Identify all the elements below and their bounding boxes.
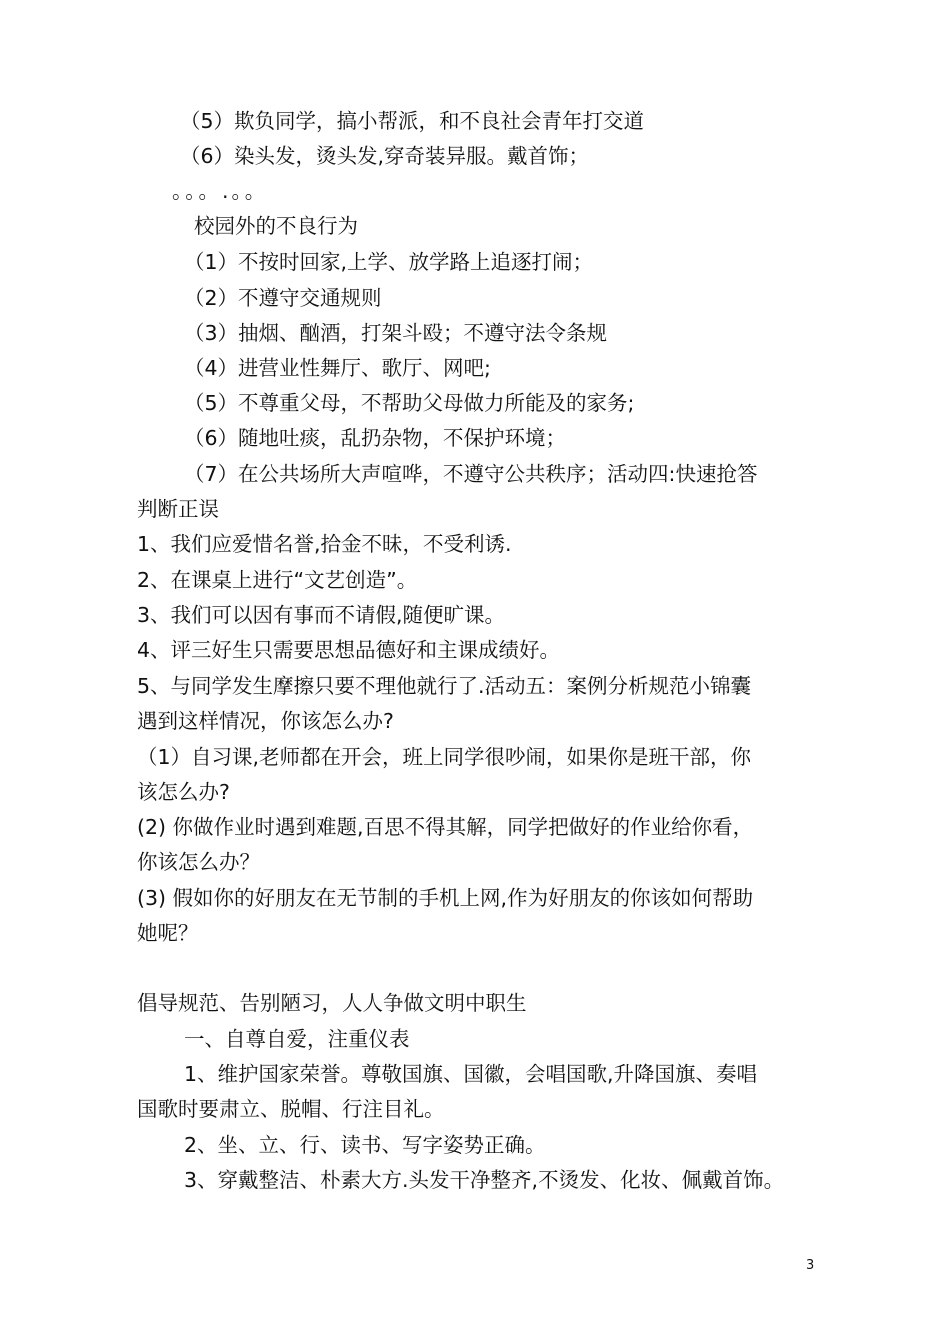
text-line: 判断正误 [137, 497, 219, 521]
text-line: (2) 你做作业时遇到难题,百思不得其解，同学把做好的作业给你看， [137, 815, 754, 839]
text-line: （2）不遵守交通规则 [184, 286, 382, 310]
text-line: 1、维护国家荣誉。尊敬国旗、国徽，会唱国歌,升降国旗、奏唱 [184, 1062, 758, 1086]
text-line: （1）自习课,老师都在开会，班上同学很吵闹，如果你是班干部，你 [137, 745, 752, 769]
text-line: （1）不按时回家,上学、放学路上追逐打闹； [184, 250, 594, 274]
text-line: 1、我们应爱惜名誉,拾金不昧，不受利诱. [137, 532, 512, 556]
text-line: （4）进营业性舞厅、歌厅、网吧; [184, 356, 491, 380]
text-line: 你该怎么办？ [137, 850, 260, 874]
text-line: 。。。.。。 [172, 179, 269, 203]
page-number: 3 [806, 1258, 815, 1273]
text-line: （6）随地吐痰，乱扔杂物，不保护环境； [184, 426, 567, 450]
text-line: 她呢？ [137, 921, 199, 945]
text-line: （3）抽烟、酗酒，打架斗殴；不遵守法令条规 [184, 321, 608, 345]
section-heading: 一、自尊自爱，注重仪表 [184, 1027, 410, 1051]
text-line: 2、坐、立、行、读书、写字姿势正确。 [184, 1133, 546, 1157]
text-line: （5）不尊重父母，不帮助父母做力所能及的家务; [184, 391, 635, 415]
text-line: 3、我们可以因有事而不请假,随便旷课。 [137, 603, 506, 627]
text-line: 4、评三好生只需要思想品德好和主课成绩好。 [137, 638, 561, 662]
text-line: （5）欺负同学，搞小帮派，和不良社会青年打交道 [180, 109, 645, 133]
text-line: （7）在公共场所大声喧哗，不遵守公共秩序；活动四:快速抢答 [184, 462, 758, 486]
text-line: （6）染头发，烫头发,穿奇装异服。戴首饰； [180, 144, 590, 168]
text-line: 遇到这样情况，你该怎么办? [137, 709, 394, 733]
section-heading: 校园外的不良行为 [194, 214, 358, 238]
text-line: 该怎么办? [137, 780, 230, 804]
section-title: 倡导规范、告别陋习，人人争做文明中职生 [137, 991, 527, 1015]
text-line: 2、在课桌上进行“文艺创造”。 [137, 568, 418, 592]
text-line: 3、穿戴整洁、朴素大方.头发干净整齐,不烫发、化妆、佩戴首饰。 [184, 1168, 785, 1192]
text-line: (3) 假如你的好朋友在无节制的手机上网,作为好朋友的你该如何帮助 [137, 886, 754, 910]
text-line: 国歌时要肃立、脱帽、行注目礼。 [137, 1097, 445, 1121]
text-line: 5、与同学发生摩擦只要不理他就行了.活动五：案例分析规范小锦囊 [137, 674, 752, 698]
